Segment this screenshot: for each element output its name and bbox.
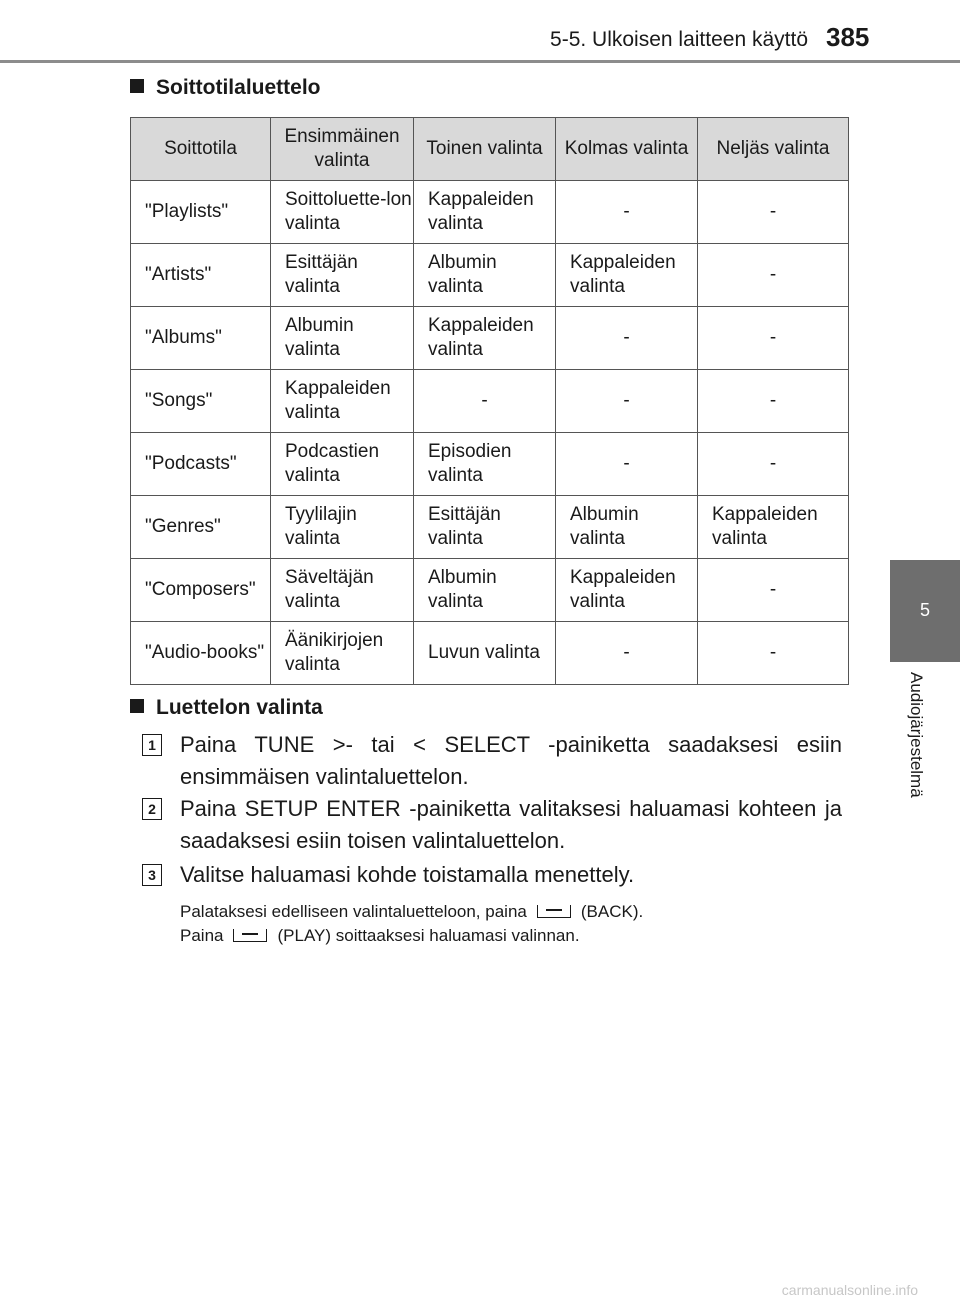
footer-watermark — [0, 1282, 960, 1298]
step-1 — [142, 729, 842, 793]
table-cell: Episodien valinta — [414, 433, 556, 496]
table-cell: Albumin valinta — [271, 307, 414, 370]
note-text: Palataksesi edelliseen valintaluetteloon, paina — [180, 902, 527, 921]
square-bullet-icon — [130, 699, 144, 713]
table-cell: Kappaleiden valinta — [271, 370, 414, 433]
table-cell: - — [556, 433, 698, 496]
table-cell: - — [556, 622, 698, 685]
step-number-badge: 1 — [142, 734, 162, 756]
table-cell: Albumin valinta — [556, 496, 698, 559]
table-cell: - — [698, 181, 849, 244]
table-cell: Kappaleiden valinta — [556, 244, 698, 307]
table-cell: "Playlists" — [131, 181, 271, 244]
table-cell: - — [698, 307, 849, 370]
step-3 — [142, 859, 842, 891]
column-header: Kolmas valinta — [556, 118, 698, 181]
table-row — [131, 496, 849, 559]
play-mode-table — [130, 117, 849, 685]
square-bullet-icon — [130, 79, 144, 93]
column-header: Neljäs valinta — [698, 118, 849, 181]
section-heading-text: Luettelon valinta — [156, 696, 323, 719]
table-cell: - — [556, 307, 698, 370]
table-cell: "Songs" — [131, 370, 271, 433]
page-number: 385 — [826, 22, 870, 52]
table-row — [131, 433, 849, 496]
section-heading-text: Soittotilaluettelo — [156, 76, 321, 99]
header-rule — [0, 60, 960, 63]
table-cell: Tyylilajin valinta — [271, 496, 414, 559]
step-2 — [142, 793, 842, 857]
table-cell: - — [556, 181, 698, 244]
table-cell: "Albums" — [131, 307, 271, 370]
table-cell: - — [698, 622, 849, 685]
table-row — [131, 622, 849, 685]
table-cell: Kappaleiden valinta — [414, 307, 556, 370]
table-cell: Albumin valinta — [414, 559, 556, 622]
step-number-badge: 2 — [142, 798, 162, 820]
table-cell: Soittoluette-lon valinta — [271, 181, 414, 244]
section-heading-play-modes — [130, 76, 321, 100]
table-cell: - — [698, 370, 849, 433]
table-cell: "Composers" — [131, 559, 271, 622]
back-button-icon — [537, 905, 571, 918]
chapter-side-label: Audiojärjestelmä — [907, 672, 926, 798]
table-cell: Kappaleiden valinta — [414, 181, 556, 244]
header-title: 5-5. Ulkoisen laitteen käyttö — [550, 28, 808, 51]
table-cell: - — [698, 244, 849, 307]
step-text: Valitse haluamasi kohde toistamalla menettely. — [180, 862, 635, 887]
table-cell: Podcastien valinta — [271, 433, 414, 496]
step-number-badge: 3 — [142, 864, 162, 886]
note-play — [180, 925, 580, 947]
table-cell: - — [414, 370, 556, 433]
step-text: Paina SETUP ENTER -painiketta valitaksesi haluamasi kohteen ja saadaksesi esiin toisen valintaluettelon. — [180, 796, 842, 853]
table-row — [131, 181, 849, 244]
note-text: Paina — [180, 926, 224, 945]
watermark-text: carmanualsonline.info — [781, 1282, 918, 1298]
table-cell: Säveltäjän valinta — [271, 559, 414, 622]
table-cell: - — [698, 433, 849, 496]
note-text: (BACK). — [580, 902, 644, 921]
table-row — [131, 559, 849, 622]
table-cell: Äänikirjojen valinta — [271, 622, 414, 685]
note-back — [180, 901, 643, 923]
step-text: Paina TUNE >- tai < SELECT -painiketta saadaksesi esiin ensimmäisen valintaluettelon. — [180, 732, 842, 789]
table-cell: Kappaleiden valinta — [698, 496, 849, 559]
table-cell: "Genres" — [131, 496, 271, 559]
column-header: Ensimmäinen valinta — [271, 118, 414, 181]
table-row — [131, 307, 849, 370]
table-cell: Esittäjän valinta — [271, 244, 414, 307]
column-header: Soittotila — [131, 118, 271, 181]
table-cell: Luvun valinta — [414, 622, 556, 685]
table-cell: "Audio-books" — [131, 622, 271, 685]
table-row — [131, 244, 849, 307]
column-header: Toinen valinta — [414, 118, 556, 181]
note-text: (PLAY) soittaaksesi haluamasi valinnan. — [277, 926, 580, 945]
table-cell: Esittäjän valinta — [414, 496, 556, 559]
chapter-number: 5 — [919, 600, 930, 620]
table-cell: - — [556, 370, 698, 433]
play-button-icon — [233, 929, 267, 942]
table-cell: "Podcasts" — [131, 433, 271, 496]
table-row — [131, 370, 849, 433]
section-heading-list-selection — [130, 696, 323, 720]
table-header-row — [131, 118, 849, 181]
chapter-side-tab — [890, 560, 960, 662]
table-cell: Kappaleiden valinta — [556, 559, 698, 622]
table-cell: Albumin valinta — [414, 244, 556, 307]
table-cell: "Artists" — [131, 244, 271, 307]
table-cell: - — [698, 559, 849, 622]
